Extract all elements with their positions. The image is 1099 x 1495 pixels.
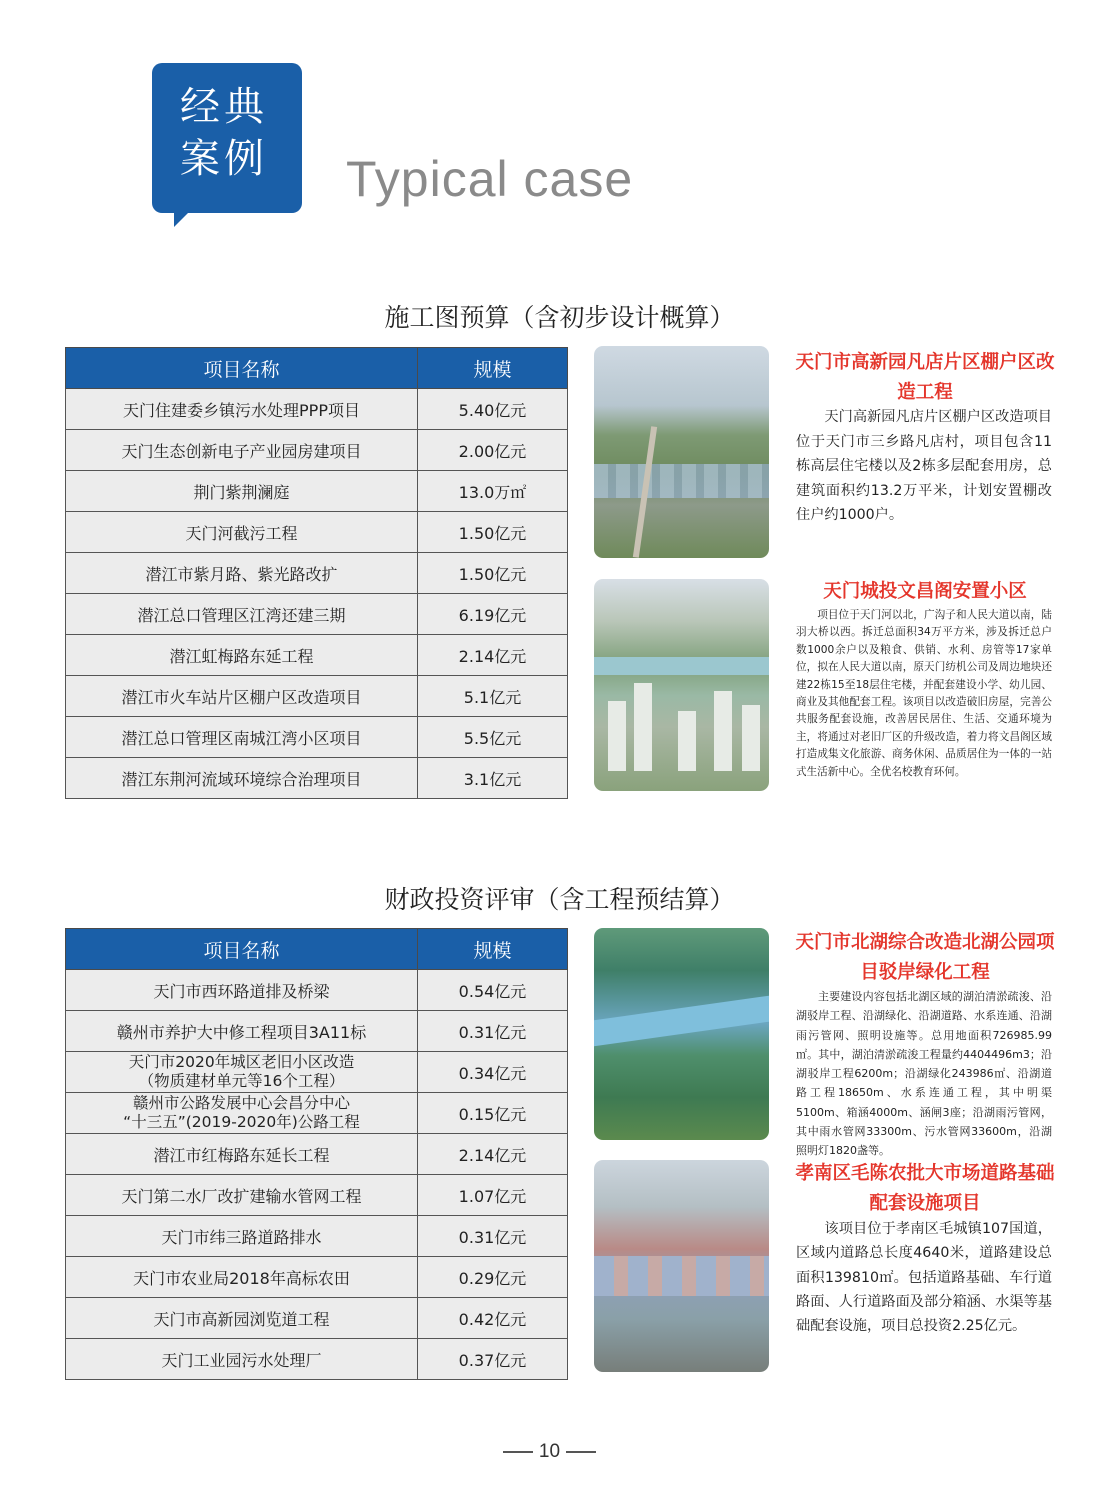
table-row xyxy=(66,1339,568,1380)
table-header-row xyxy=(66,929,568,970)
project-name: 潜江总口管理区南城江湾小区项目 xyxy=(66,717,418,758)
column-header-name: 项目名称 xyxy=(66,348,418,389)
project-scale: 1.07亿元 xyxy=(418,1175,568,1216)
case-photo-1 xyxy=(594,346,769,558)
section-2-table xyxy=(65,928,568,1380)
project-scale: 0.15亿元 xyxy=(418,1093,568,1134)
case-2-title: 天门城投文昌阁安置小区 xyxy=(823,581,1027,602)
page-number-dash xyxy=(503,1451,533,1453)
table-row xyxy=(66,1093,568,1134)
table-row xyxy=(66,594,568,635)
project-name: 潜江市紫月路、紫光路改扩 xyxy=(66,553,418,594)
table-header-row xyxy=(66,348,568,389)
project-name: 潜江东荆河流域环境综合治理项目 xyxy=(66,758,418,799)
project-name: 潜江市火车站片区棚户区改造项目 xyxy=(66,676,418,717)
table-row xyxy=(66,635,568,676)
project-name: 天门工业园污水处理厂 xyxy=(66,1339,418,1380)
project-name: 天门市西环路道排及桥梁 xyxy=(66,970,418,1011)
project-name: 潜江虹梅路东延工程 xyxy=(66,635,418,676)
photo-lake xyxy=(594,996,769,1047)
table-row xyxy=(66,1052,568,1093)
project-scale: 0.34亿元 xyxy=(418,1052,568,1093)
section-1-title: 施工图预算（含初步设计概算） xyxy=(384,303,735,332)
case-3-title: 天门市北湖综合改造北湖公园项目驳岸绿化工程 xyxy=(795,932,1055,983)
table-row xyxy=(66,553,568,594)
project-scale: 3.1亿元 xyxy=(418,758,568,799)
project-name: 潜江总口管理区江湾还建三期 xyxy=(66,594,418,635)
case-1-title: 天门市高新园凡店片区棚户区改造工程 xyxy=(795,352,1055,403)
project-name: 荆门紫荆澜庭 xyxy=(66,471,418,512)
project-scale: 0.31亿元 xyxy=(418,1011,568,1052)
project-scale: 6.19亿元 xyxy=(418,594,568,635)
photo-factory-roofs xyxy=(594,464,769,498)
project-scale: 0.54亿元 xyxy=(418,970,568,1011)
table-row xyxy=(66,1011,568,1052)
page-number xyxy=(0,1441,1099,1463)
badge-line-2: 案例 xyxy=(180,136,268,182)
project-name: 天门市纬三路道路排水 xyxy=(66,1216,418,1257)
photo-building xyxy=(634,683,652,771)
project-name-line: （物质建材单元等16个工程） xyxy=(138,1072,345,1090)
case-1-body: 天门高新园凡店片区棚户区改造项目位于天门市三乡路凡店村，项目包含11栋高层住宅楼以及2栋多层配套用房，总建筑面积约13.2万平米，计划安置棚改住户约1000户。 xyxy=(796,409,1052,523)
table-row xyxy=(66,676,568,717)
project-name-line: “十三五”(2019-2020年)公路工程 xyxy=(123,1113,360,1131)
project-scale: 0.37亿元 xyxy=(418,1339,568,1380)
project-name-line: 赣州市公路发展中心会昌分中心 xyxy=(132,1094,350,1112)
table-row xyxy=(66,389,568,430)
photo-building xyxy=(714,691,732,771)
table-row xyxy=(66,1134,568,1175)
table-row xyxy=(66,471,568,512)
project-scale: 5.5亿元 xyxy=(418,717,568,758)
section-badge xyxy=(152,63,302,213)
table-row xyxy=(66,1175,568,1216)
project-scale: 5.1亿元 xyxy=(418,676,568,717)
badge-text xyxy=(180,81,268,185)
photo-building xyxy=(608,701,626,771)
photo-building xyxy=(678,711,696,771)
table-row xyxy=(66,758,568,799)
project-scale: 0.31亿元 xyxy=(418,1216,568,1257)
project-name-line: 天门市2020年城区老旧小区改造 xyxy=(128,1053,355,1071)
column-header-name: 项目名称 xyxy=(66,929,418,970)
case-3-body: 主要建设内容包括北湖区域的湖泊清淤疏浚、沿湖驳岸工程、沿湖绿化、沿湖道路、水系连通、沿湖雨污管网、照明设施等。总用地面积726985.99㎡。其中，湖泊清淤疏浚工程量约4404496m3；沿湖驳岸工程6200m；沿湖绿化243986㎡、沿湖道路工程18650m、水系连通工程，其中明渠5100m、箱涵4000m、涵闸3座；沿湖雨污管网，其中雨水管网33300m、污水管网33600m，沿湖照明灯1820盏等。 xyxy=(796,990,1052,1158)
project-name: 赣州市养护大中修工程项目3A11标 xyxy=(66,1011,418,1052)
project-name: 天门河截污工程 xyxy=(66,512,418,553)
project-scale: 0.29亿元 xyxy=(418,1257,568,1298)
case-photo-3 xyxy=(594,928,769,1140)
case-photo-2 xyxy=(594,579,769,791)
table-row xyxy=(66,1298,568,1339)
project-scale: 5.40亿元 xyxy=(418,389,568,430)
project-scale: 0.42亿元 xyxy=(418,1298,568,1339)
case-4-body: 该项目位于孝南区毛城镇107国道，区域内道路总长度4640米，道路建设总面积139810㎡。包括道路基础、车行道路面、人行道路面及部分箱涵、水渠等基础配套设施，项目总投资2.25亿元。 xyxy=(796,1221,1052,1335)
case-photo-4 xyxy=(594,1160,769,1372)
project-name: 潜江市红梅路东延长工程 xyxy=(66,1134,418,1175)
badge-line-1: 经典 xyxy=(180,84,268,130)
table-row xyxy=(66,1216,568,1257)
table-row xyxy=(66,1257,568,1298)
table-row xyxy=(66,512,568,553)
project-scale: 2.14亿元 xyxy=(418,635,568,676)
english-title: Typical case xyxy=(346,151,634,207)
column-header-scale: 规模 xyxy=(418,929,568,970)
project-scale: 2.00亿元 xyxy=(418,430,568,471)
case-4-title: 孝南区毛陈农批大市场道路基础配套设施项目 xyxy=(795,1163,1055,1214)
project-scale: 2.14亿元 xyxy=(418,1134,568,1175)
project-name: 天门第二水厂改扩建输水管网工程 xyxy=(66,1175,418,1216)
section-1-table xyxy=(65,347,568,799)
table-row xyxy=(66,430,568,471)
project-name: 天门生态创新电子产业园房建项目 xyxy=(66,430,418,471)
section-2-title: 财政投资评审（含工程预结算） xyxy=(384,885,735,914)
photo-river xyxy=(594,657,769,675)
photo-building xyxy=(742,705,760,771)
column-header-scale: 规模 xyxy=(418,348,568,389)
project-name: 天门市农业局2018年高标农田 xyxy=(66,1257,418,1298)
project-name: 天门市高新园浏览道工程 xyxy=(66,1298,418,1339)
table-row xyxy=(66,717,568,758)
table-row xyxy=(66,970,568,1011)
project-name: 天门住建委乡镇污水处理PPP项目 xyxy=(66,389,418,430)
project-scale: 1.50亿元 xyxy=(418,512,568,553)
case-2-body: 项目位于天门河以北，广沟子和人民大道以南，陆羽大桥以西。拆迁总面积34万平方米，涉及拆迁总户数1000余户以及粮食、供销、水利、房管等17家单位，拟在人民大道以南，原天门纺机公司及周边地块还建22栋15至18层住宅楼，并配套建设小学、幼儿园、商业及其他配套工程。该项目以改造破旧房屋，完善公共服务配套设施，改善居民居住、生活、交通环境为主，将通过对老旧厂区的升级改造，着力将文昌阁区域打造成集文化旅游、商务休闲、品质居住为一体的一站式生活新中心。全优名校教育环何。 xyxy=(796,609,1052,778)
project-name xyxy=(66,1052,418,1093)
page-number-text: 10 xyxy=(538,1441,561,1462)
project-scale: 13.0万㎡ xyxy=(418,471,568,512)
page-number-dash xyxy=(566,1451,596,1453)
photo-market-roofs xyxy=(594,1256,769,1296)
project-scale: 1.50亿元 xyxy=(418,553,568,594)
project-name xyxy=(66,1093,418,1134)
